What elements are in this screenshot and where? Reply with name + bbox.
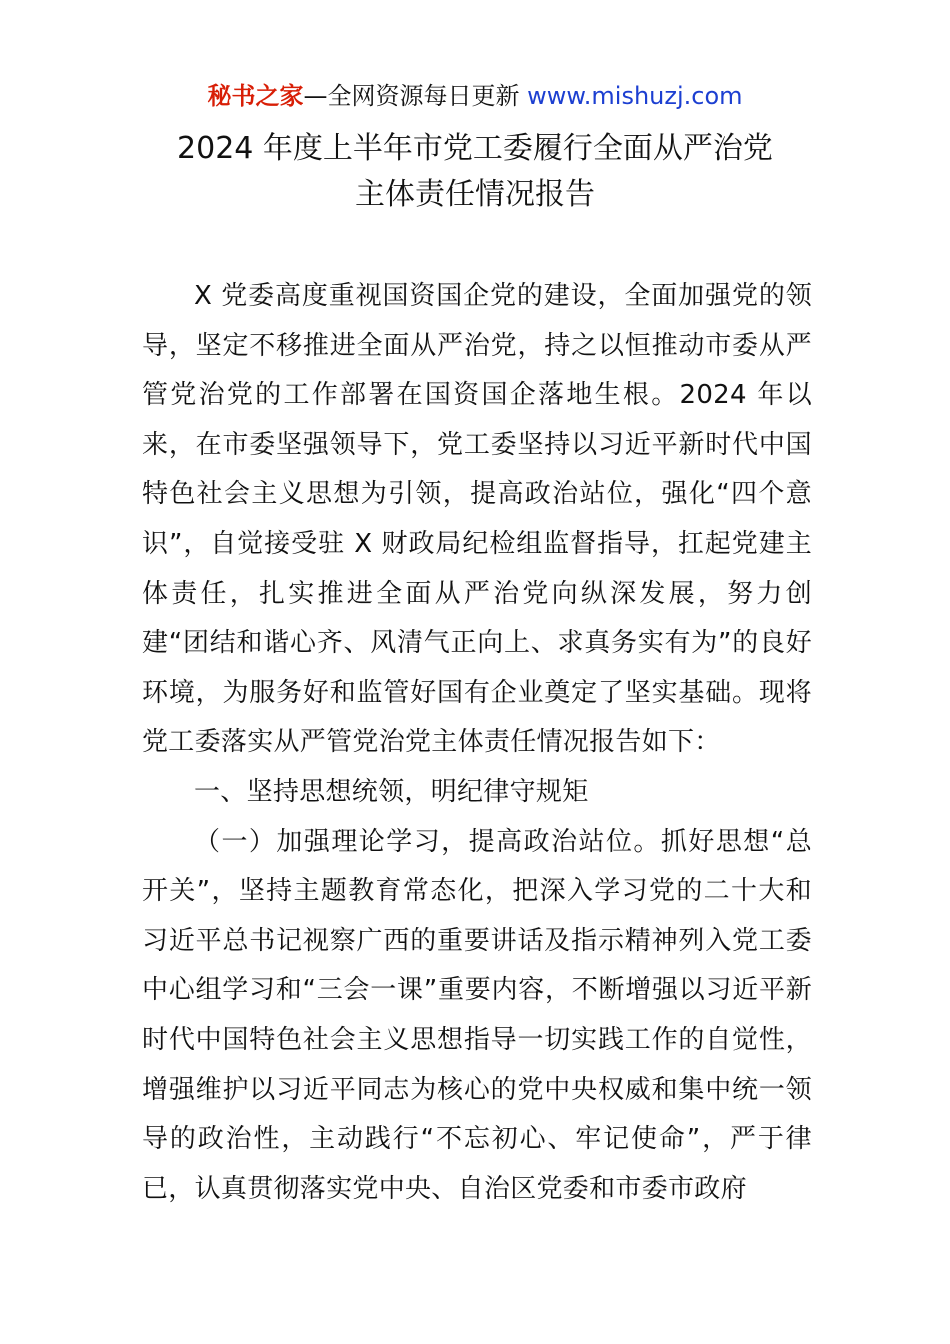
intro-paragraph: X 党委高度重视国资国企党的建设，全面加强党的领导，坚定不移推进全面从严治党，持之以恒推动市委从严管党治党的工作部署在国资国企落地生根。2024 年以来，在市委坚强领导下，党工委坚持以习近平新时代中国特色社会主义思想为引领，提高政治站位，强化“四个意识”，自觉接受驻 X 财政局纪检组监督指导，扛起党建主体责任，扎实推进全面从严治党向纵深发展，努力创建“团结和谐心齐、风清气正向上、求真务实有为”的良好环境，为服务好和监管好国有企业奠定了坚实基础。现将党工委落实从严管党治党主体责任情况报告如下： (142, 281, 812, 758)
site-name: 秘书之家 (207, 82, 304, 110)
site-url-link[interactable]: www.mishuzj.com (527, 82, 743, 110)
site-header-banner (0, 80, 950, 112)
section-heading-1: 一、坚持思想统领，明纪律守规矩 (194, 776, 589, 807)
title-line-1: 2024 年度上半年市党工委履行全面从严治党 (177, 131, 773, 166)
title-line-2: 主体责任情况报告 (355, 177, 595, 212)
section-1-paragraph-1: （一）加强理论学习，提高政治站位。抓好思想“总开关”，坚持主题教育常态化，把深入学习党的二十大和习近平总书记视察广西的重要讲话及指示精神列入党工委中心组学习和“三会一课”重要内容，不断增强以习近平新时代中国特色社会主义思想指导一切实践工作的自觉性，增强维护以习近平同志为核心的党中央权威和集中统一领导的政治性，主动践行“不忘初心、牢记使命”，严于律已，认真贯彻落实党中央、自治区党委和市委市政府 (142, 826, 812, 1204)
document-title (0, 126, 950, 218)
site-tagline: —全网资源每日更新 (303, 82, 528, 110)
document-body (142, 272, 812, 1214)
